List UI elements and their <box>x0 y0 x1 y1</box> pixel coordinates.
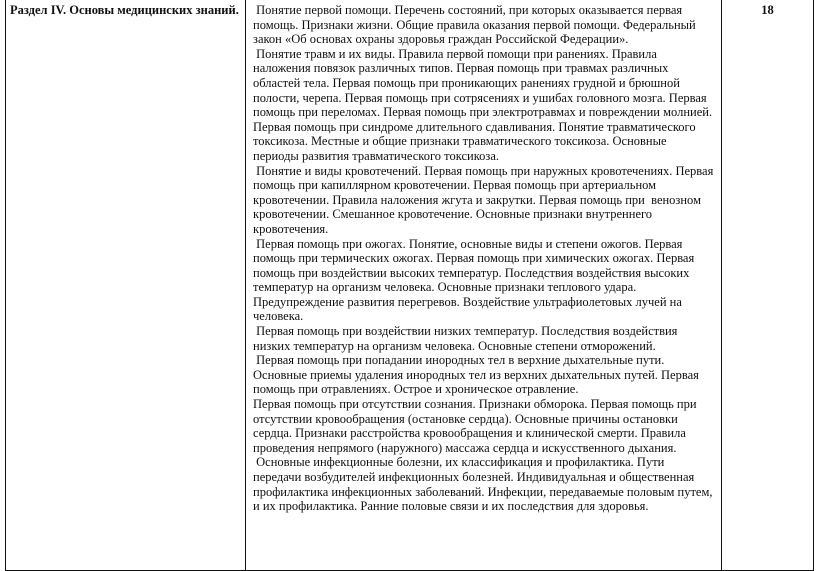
topic-paragraph: Первая помощь при воздействии низких температур. Последствия воздействия низких температур на организм человека. Основные степени отморожений. <box>253 324 678 353</box>
section-cell <box>6 0 246 571</box>
topic-paragraph: Первая помощь при попадании инородных тел в верхние дыхательные пути. Основные приемы удаления инородных тел из верхних дыхательных путей. Первая помощь при отравлениях. Острое и хроническое отравление. <box>253 353 699 397</box>
table-row <box>6 0 814 571</box>
hours-cell <box>722 0 814 571</box>
content-body <box>246 0 721 570</box>
topic-paragraph: Основные инфекционные болезни, их классификация и профилактика. Пути передачи возбудителей инфекционных болезней. Индивидуальная и общественная профилактика инфекционных заболеваний. Инфекции, передаваемые половым путем, и их профилактика. Ранние половые связи и их последствия для здоровья. <box>253 455 713 514</box>
topic-paragraph: Понятие первой помощи. Перечень состояний, при которых оказывается первая помощь. Признаки жизни. Общие правила оказания первой помощи. Федеральный закон «Об основах охраны здоровья граждан Российской Федерации». <box>253 3 696 47</box>
content-cell <box>246 0 722 571</box>
topic-paragraph: Первая помощь при отсутствии сознания. Признаки обморока. Первая помощь при отсутствии кровообращения (остановке сердца). Основные причины остановки сердца. Признаки расстройства кровообращения и клинической смерти. Правила проведения непрямого (наружного) массажа сердца и искусственного дыхания. <box>253 397 697 455</box>
topic-paragraph: Понятие травм и их виды. Правила первой помощи при ранениях. Правила наложения повязок различных типов. Первая помощь при травмах различных областей тела. Первая помощь при проникающих ранениях грудной и брюшной полости, черепа. Первая помощь при сотрясениях и ушибах головного мозга. Первая помощь при переломах. Первая помощь при электротравмах и повреждении молнией. <box>253 46 713 120</box>
topic-paragraph: Первая помощь при синдроме длительного сдавливания. Понятие травматического токсикоза. Местные и общие признаки травматического токсикоза. Основные периоды развития травматического токсикоза. <box>253 119 696 163</box>
section-title: Раздел IV. Основы медицинских знаний. <box>10 3 239 17</box>
topic-paragraph: Первая помощь при ожогах. Понятие, основные виды и степени ожогов. Первая помощь при термических ожогах. Первая помощь при химических ожогах. Первая помощь при воздействии высоких температур. Последствия воздействия высоких температур на организм человека. Основные признаки теплового удара. Предупреждение развития перегревов. Воздействие ультрафиолетовых лучей на человека. <box>253 236 695 324</box>
topic-paragraph: Понятие и виды кровотечений. Первая помощь при наружных кровотечениях. Первая помощь при капиллярном кровотечении. Первая помощь при артериальном кровотечении. Правила наложения жгута и закрутки. Первая помощь при венозном кровотечении. Смешанное кровотечение. Основные признаки внутреннего кровотечения. <box>253 163 714 236</box>
curriculum-table <box>5 0 814 571</box>
hours-value: 18 <box>761 3 774 17</box>
